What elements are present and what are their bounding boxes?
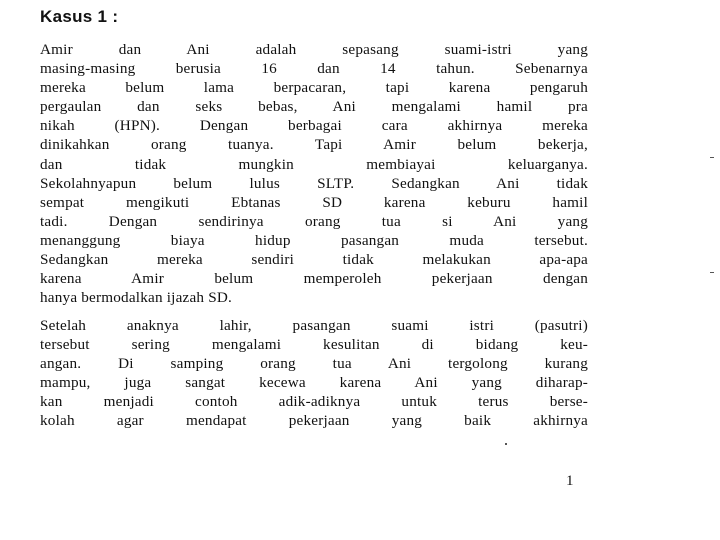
text-line: menanggung biaya hidup pasangan muda tersebut.	[40, 231, 588, 249]
scan-speck	[710, 157, 714, 158]
text-line: angan. Di samping orang tua Ani tergolong kurang	[40, 355, 588, 373]
text-line: pergaulan dan seks bebas, Ani mengalami hamil pra	[40, 98, 588, 116]
text-line: karena Amir belum memperoleh pekerjaan dengan	[40, 270, 588, 288]
text-line: sempat mengikuti Ebtanas SD karena keburu hamil	[40, 193, 588, 211]
text-line: masing-masing berusia 16 dan 14 tahun. Sebenarnya	[40, 60, 588, 78]
text-line: tersebut sering mengalami kesulitan di bidang keu-	[40, 336, 588, 354]
scan-speck	[710, 272, 714, 273]
text-line: mampu, juga sangat kecewa karena Ani yang diharap-	[40, 374, 588, 392]
text-line: Sekolahnyapun belum lulus SLTP. Sedangkan Ani tidak	[40, 174, 588, 192]
text-line: dan tidak mungkin membiayai keluarganya.	[40, 155, 588, 173]
text-line: hanya bermodalkan ijazah SD.	[40, 289, 233, 307]
case-heading: Kasus 1 :	[40, 7, 119, 26]
scan-speck	[505, 443, 507, 445]
text-line: nikah (HPN). Dengan berbagai cara akhirnya mereka	[40, 117, 588, 135]
paragraph-2	[40, 316, 588, 431]
page-number: 1	[566, 473, 574, 489]
paragraph-1	[40, 40, 588, 307]
text-line: Setelah anaknya lahir, pasangan suami istri (pasutri)	[40, 317, 588, 334]
text-line: kan menjadi contoh adik-adiknya untuk terus berse-	[40, 393, 588, 411]
text-line: tadi. Dengan sendirinya orang tua si Ani yang	[40, 212, 588, 230]
text-line: kolah agar mendapat pekerjaan yang baik akhirnya	[40, 412, 588, 430]
text-line: Sedangkan mereka sendiri tidak melakukan apa-apa	[40, 251, 588, 269]
text-line: dinikahkan orang tuanya. Tapi Amir belum bekerja,	[40, 136, 588, 154]
text-line: mereka belum lama berpacaran, tapi karena pengaruh	[40, 79, 588, 97]
text-line: Amir dan Ani adalah sepasang suami-istri yang	[40, 41, 588, 58]
